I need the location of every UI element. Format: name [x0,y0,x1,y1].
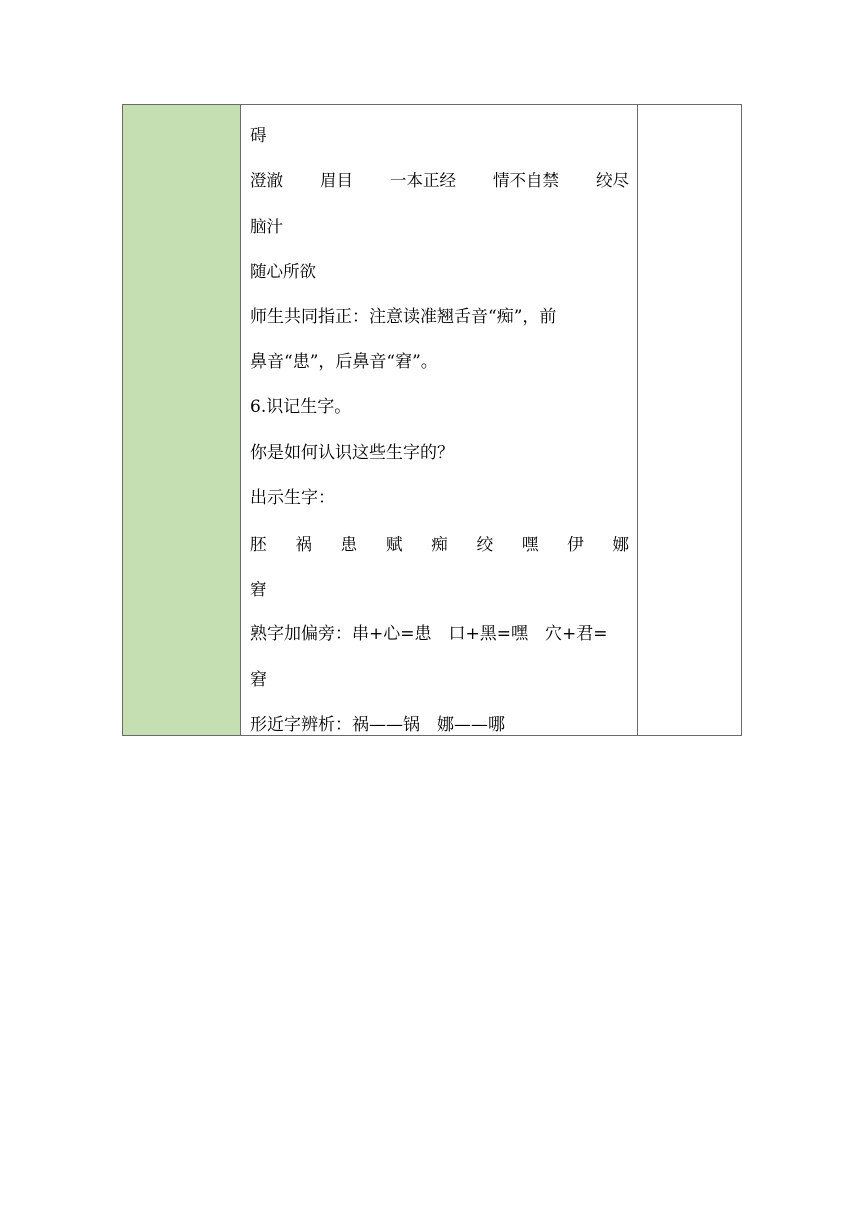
text-line: 师生共同指正：注意读准翘舌音“痴”，前 [250,306,557,327]
new-characters-line [250,522,629,567]
new-character: 赋 [385,534,403,554]
new-character: 绞 [476,534,494,554]
text-line: 鼻音“患”，后鼻音“窘”。 [250,351,438,372]
new-character: 嘿 [521,534,539,554]
new-character: 伊 [567,534,584,554]
new-character: 娜 [612,534,629,554]
table-content-cell [241,105,638,735]
text-line: 形近字辨析：祸——锅 娜——哪 [250,715,505,736]
text-line: 随心所欲 [250,262,316,282]
text-line: 窘 [250,579,267,599]
new-character: 痴 [431,534,448,554]
section-heading: 6.识记生字。 [250,397,352,418]
text-line: 你是如何认识这些生字的？ [250,442,454,463]
vocabulary-word: 绞尽 [596,171,629,191]
text-line: 脑汁 [250,216,283,236]
lesson-plan-table [122,104,742,736]
new-character: 胚 [250,534,267,554]
text-line: 熟字加偏旁：串+心=患 口+黑=嘿 穴+君= [250,624,608,645]
vocabulary-word: 一本正经 [390,171,456,191]
text-line: 碍 [250,126,267,145]
text-line: 出示生字： [250,488,335,509]
table-left-cell [123,105,241,735]
vocabulary-word: 情不自禁 [493,171,559,191]
new-character: 患 [340,534,358,554]
vocabulary-word: 澄澈 [250,171,283,191]
table-right-cell [638,105,741,735]
vocabulary-words-line [250,158,629,203]
new-character: 祸 [295,534,312,554]
vocabulary-word: 眉目 [320,171,353,191]
text-line: 窘 [250,669,267,690]
